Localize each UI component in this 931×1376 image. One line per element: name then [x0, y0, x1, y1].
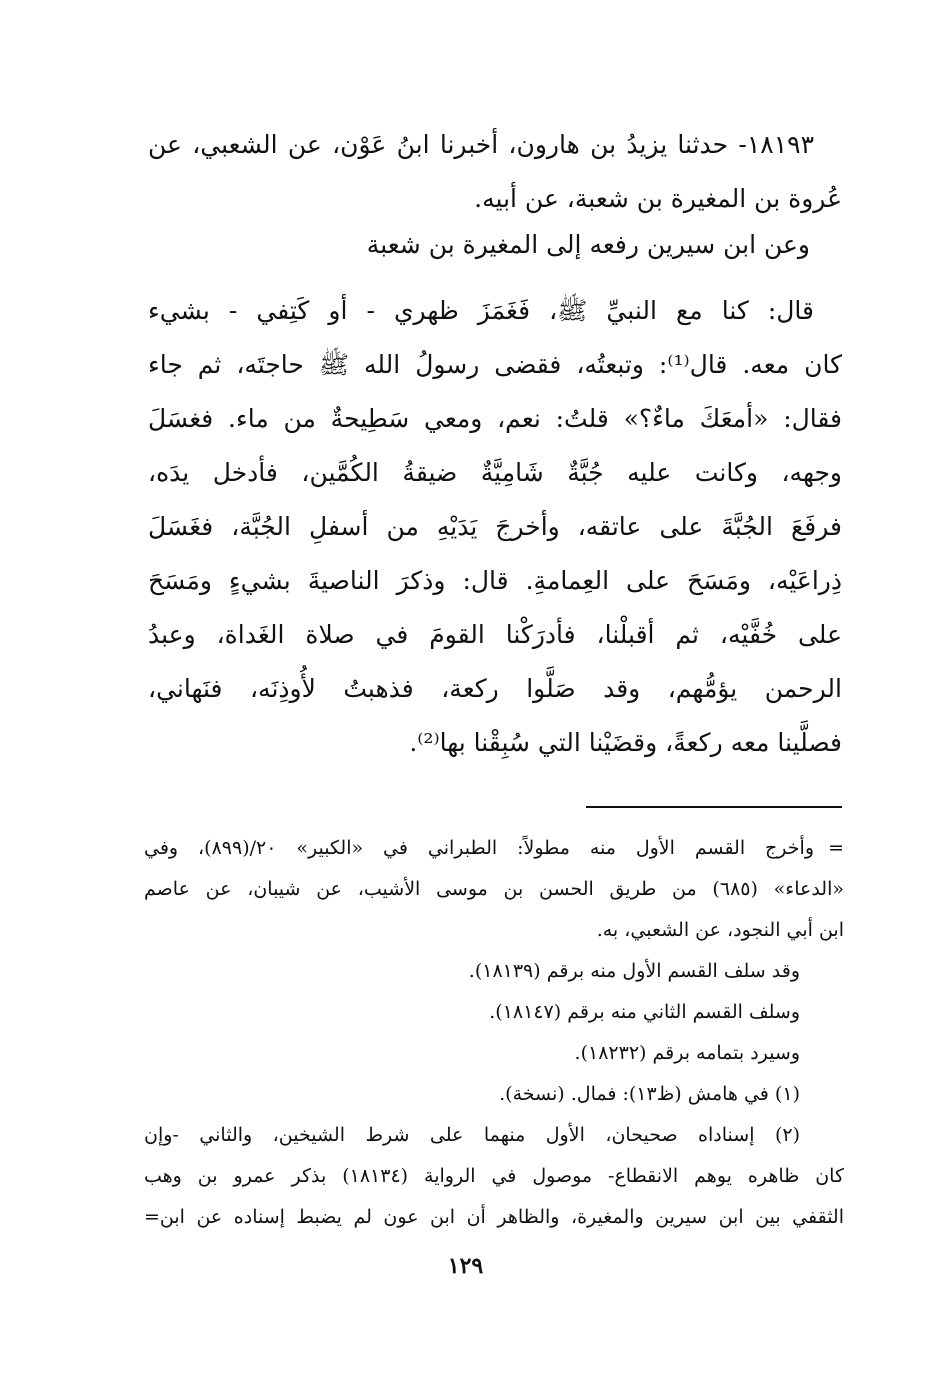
hadith-chain-paragraph	[148, 118, 842, 226]
body-line: فرفَعَ الجُبَّةَ على عاتقه، وأخرجَ يَدَيْهِ من أسفلِ الجُبَّة، فغَسَلَ	[148, 512, 842, 541]
body-line: ذِراعَيْه، ومَسَحَ على العِمامةِ. قال: وذكرَ الناصيةَ بشيءٍ ومَسَحَ	[148, 566, 842, 595]
body-line: كان معه. قال⁽¹⁾: وتبعتُه، فقضى رسولُ الله ﷺ حاجتَه، ثم جاء	[148, 350, 842, 379]
second-chain-text: وعن ابن سيرين رفعه إلى المغيرة بن شعبة	[366, 230, 810, 259]
footnote-line: وسيرد بتمامه برقم (١٨٢٣٢).	[574, 1042, 800, 1064]
page-number: ١٢٩	[447, 1253, 484, 1279]
footnote-line: ابن أبي النجود، عن الشعبي، به.	[596, 919, 844, 941]
body-line: على خُفَّيْه، ثم أقبلْنا، فأدرَكْنا القومَ في صلاة الغَداة، وعبدُ	[148, 620, 842, 649]
footnote-line: «الدعاء» (٦٨٥) من طريق الحسن بن موسى الأشيب، عن شيبان، عن عاصم	[144, 878, 844, 900]
footnote-line: الثقفي بين ابن سيرين والمغيرة، والظاهر أن ابن عون لم يضبط إسناده عن ابن=	[144, 1206, 844, 1228]
continuation-mark: =	[828, 837, 844, 859]
body-line: قال: كنا مع النبيِّ ﷺ، فَغَمَزَ ظهري - أو كَتِفي - بشيء	[148, 296, 814, 325]
footnote-line: وسلف القسم الثاني منه برقم (١٨١٤٧).	[489, 1001, 800, 1023]
footnote-2: (٢) إسناداه صحيحان، الأول منهما على شرط الشيخين، والثاني -وإن	[144, 1124, 800, 1146]
footnote-line: وأخرج القسم الأول منه مطولاً: الطبراني في «الكبير» ٢٠/(٨٩٩)، وفي	[144, 837, 814, 859]
footnote-line: كان ظاهره يوهم الانقطاع- موصول في الرواية (١٨١٣٤) بذكر عمرو بن وهب	[144, 1165, 844, 1187]
body-line: فصلَّينا معه ركعةً، وقضَيْنا التي سُبِقْنا بها⁽²⁾.	[409, 728, 842, 757]
body-line: وجهه، وكانت عليه جُبَّةٌ شَامِيَّةٌ ضيقةُ الكُمَّين، فأدخل يدَه،	[148, 458, 842, 487]
body-line: فقال: «أمعَكَ ماءٌ؟» قلتُ: نعم، ومعي سَطِيحةٌ من ماء. فغسَلَ	[148, 404, 842, 433]
footnote-1: (١) في هامش (ظ١٣): فمال. (نسخة).	[499, 1083, 800, 1105]
second-chain-line	[148, 218, 842, 272]
footnotes-section	[144, 828, 844, 1238]
hadith-chain-line: عُروة بن المغيرة بن شعبة، عن أبيه.	[474, 184, 842, 213]
hadith-chain-line: ١٨١٩٣- حدثنا يزيدُ بن هارون، أخبرنا ابنُ عَوْن، عن الشعبي، عن	[148, 130, 814, 159]
hadith-body	[148, 284, 842, 770]
body-line: الرحمن يؤمُّهم، وقد صَلَّوا ركعة، فذهبتُ لأُوذِنَه، فنَهاني،	[148, 674, 842, 703]
footnote-line: وقد سلف القسم الأول منه برقم (١٨١٣٩).	[468, 960, 800, 982]
footnote-divider	[586, 806, 842, 808]
